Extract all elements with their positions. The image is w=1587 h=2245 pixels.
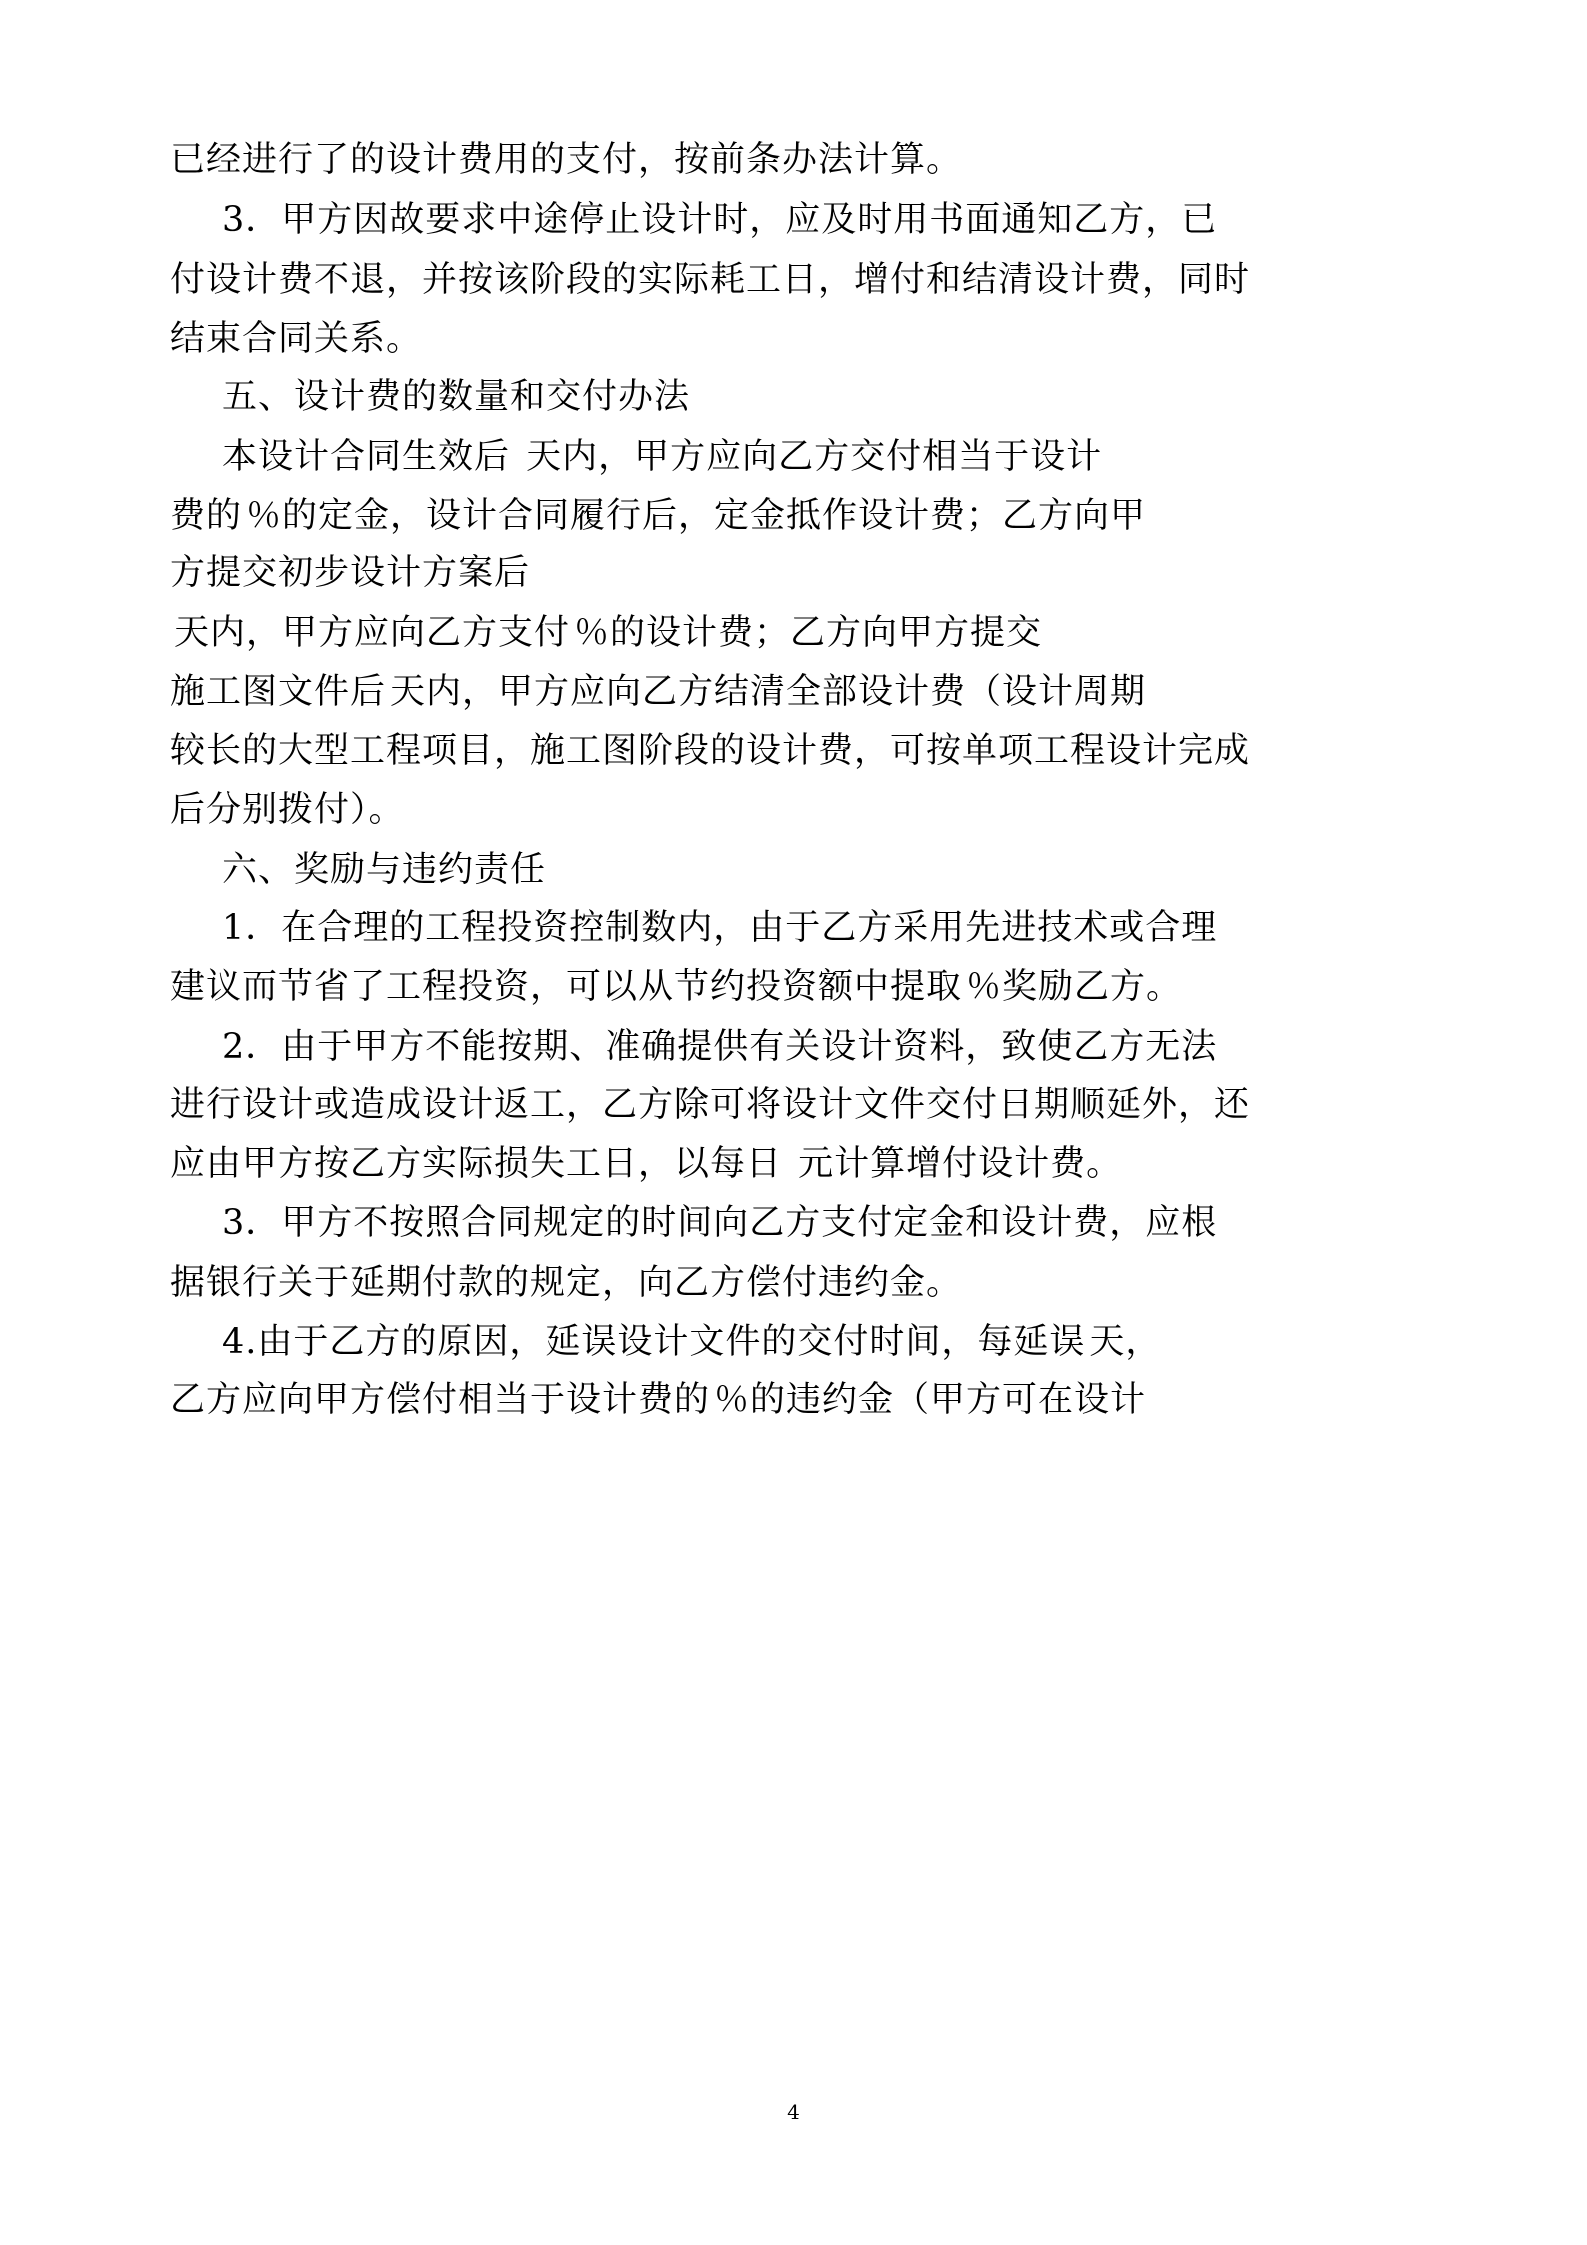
line-segment: 建议而节省了工程投资，可以从节约投资额中提取 xyxy=(170,967,963,1007)
line-segment: 4.由于乙方的原因，延误设计文件的交付时间，每延误 xyxy=(222,1322,1086,1362)
text-line xyxy=(170,1083,1420,1127)
line-text: 3．甲方不按照合同规定的时间向乙方支付定金和设计费，应根 xyxy=(222,1203,1218,1243)
line-segment: 施工图文件后 xyxy=(170,672,387,712)
text-line xyxy=(170,1142,1420,1190)
line-segment: 本设计合同生效后 xyxy=(222,437,511,477)
text-line xyxy=(222,906,1420,950)
line-segment: ％的违约金（甲方可在设计 xyxy=(714,1380,1147,1420)
text-line xyxy=(222,375,1420,419)
text-line xyxy=(222,198,1420,242)
line-segment: 应由甲方按乙方实际损失工日，以每日 xyxy=(170,1144,783,1184)
line-text: 六、奖励与违约责任 xyxy=(222,850,547,890)
text-line xyxy=(170,317,1420,361)
line-segment: 天内，甲方应向乙方结清全部设计费（设计周期 xyxy=(390,672,1147,712)
text-line xyxy=(222,435,1420,483)
line-segment: 天内，甲方应向乙方交付相当于设计 xyxy=(514,437,1103,477)
text-line xyxy=(170,258,1420,302)
line-text: 据银行关于延期付款的规定，向乙方偿付违约金。 xyxy=(170,1263,963,1303)
text-line xyxy=(222,1320,1420,1368)
text-line xyxy=(170,965,1420,1013)
text-line xyxy=(170,551,1420,595)
page-number: 4 xyxy=(787,2100,800,2124)
text-line xyxy=(170,788,1420,832)
line-text: 方提交初步设计方案后 xyxy=(170,553,531,593)
line-segment: 天内，甲方应向乙方支付 xyxy=(174,613,571,653)
line-text: 结束合同关系。 xyxy=(170,319,423,359)
text-line xyxy=(170,138,1420,182)
line-segment: ％的设计费；乙方向甲方提交 xyxy=(574,613,1043,653)
text-line xyxy=(170,1378,1420,1426)
text-line xyxy=(222,1025,1420,1069)
line-segment: 天， xyxy=(1089,1322,1162,1362)
line-text: 1．在合理的工程投资控制数内，由于乙方采用先进技术或合理 xyxy=(222,908,1218,948)
line-text: 3．甲方因故要求中途停止设计时，应及时用书面通知乙方，已 xyxy=(222,200,1218,240)
line-segment: 元计算增付设计费。 xyxy=(786,1144,1123,1184)
line-text: 后分别拨付）。 xyxy=(170,790,405,830)
line-segment: ％的定金，设计合同履行后，定金抵作设计费；乙方向甲 xyxy=(246,496,1147,536)
text-line xyxy=(170,494,1420,542)
line-text: 2．由于甲方不能按期、准确提供有关设计资料，致使乙方无法 xyxy=(222,1027,1218,1067)
line-segment: 费的 xyxy=(170,496,243,536)
line-text: 五、设计费的数量和交付办法 xyxy=(222,377,691,417)
text-line xyxy=(222,848,1420,892)
line-text: 付设计费不退，并按该阶段的实际耗工日，增付和结清设计费，同时 xyxy=(170,260,1251,300)
text-line xyxy=(170,729,1420,773)
text-line xyxy=(170,1261,1420,1305)
line-text: 较长的大型工程项目，施工图阶段的设计费，可按单项工程设计完成 xyxy=(170,731,1251,771)
text-line xyxy=(170,670,1420,718)
line-text: 进行设计或造成设计返工，乙方除可将设计文件交付日期顺延外，还 xyxy=(170,1085,1251,1125)
line-segment: ％奖励乙方。 xyxy=(966,967,1183,1007)
text-line xyxy=(222,1201,1420,1245)
line-text: 已经进行了的设计费用的支付，按前条办法计算。 xyxy=(170,140,963,180)
text-line xyxy=(170,611,1420,659)
line-segment: 乙方应向甲方偿付相当于设计费的 xyxy=(170,1380,711,1420)
